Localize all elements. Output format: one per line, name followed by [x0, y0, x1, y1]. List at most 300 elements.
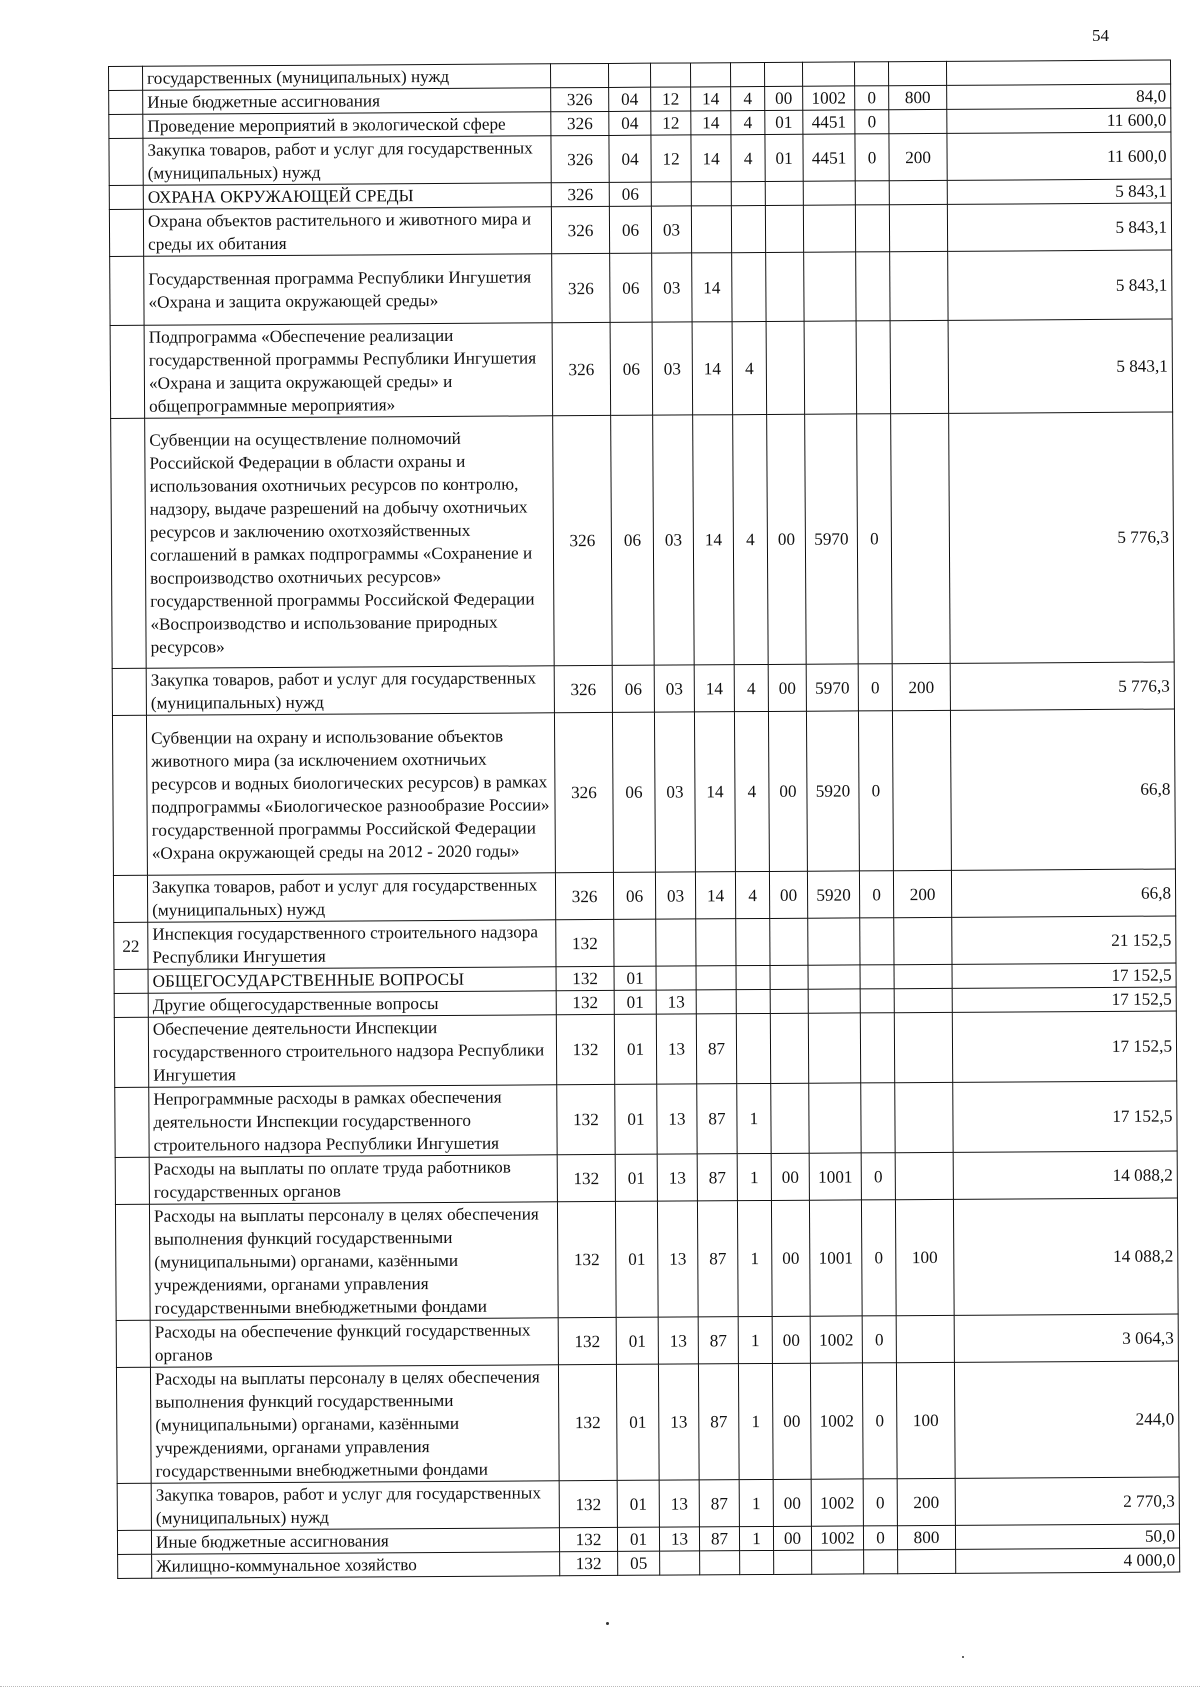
item-name-cell: Иные бюджетные ассигнования — [151, 1528, 559, 1554]
code-cell: 326 — [551, 87, 609, 111]
code-cell — [804, 321, 857, 414]
code-cell — [764, 62, 802, 86]
item-name-cell: Охрана объектов растительного и животного мира и среды их обитания — [143, 207, 551, 256]
code-cell — [898, 1549, 956, 1573]
amount-cell: 66,8 — [950, 709, 1175, 870]
code-cell: 00 — [765, 86, 803, 110]
code-cell: 326 — [552, 253, 610, 322]
table-row — [112, 709, 1175, 875]
code-cell: 132 — [557, 1084, 615, 1154]
code-cell: 06 — [610, 253, 652, 322]
code-cell — [808, 918, 860, 965]
item-name-cell: Непрограммные расходы в рамках обеспечения деятельности Инспекции государственного строительного надзора Республики Ингушетия — [149, 1085, 557, 1157]
item-name-cell: Подпрограмма «Обеспечение реализации государственной программы Республики Ингушетия «Охрана и защита окружающей среды» и общепрограммные мероприятия» — [144, 323, 553, 418]
item-name-cell: Расходы на выплаты персоналу в целях обеспечения выполнения функций государственными (муниципальными) органами, казёнными учреждениями, органами управления государственными внебюджетными фондами — [150, 1365, 559, 1483]
code-cell: 5970 — [806, 664, 858, 711]
code-cell: 0 — [861, 1200, 896, 1316]
row-number-cell — [115, 1204, 150, 1320]
item-name-cell: ОБЩЕГОСУДАРСТВЕННЫЕ ВОПРОСЫ — [148, 967, 556, 993]
code-cell: 01 — [616, 1364, 659, 1480]
code-cell — [740, 1550, 774, 1574]
amount-cell: 17 152,5 — [953, 1081, 1177, 1152]
code-cell — [892, 710, 951, 870]
code-cell — [854, 62, 888, 86]
code-cell: 87 — [699, 1480, 739, 1527]
code-cell: 03 — [654, 665, 694, 712]
code-cell — [891, 413, 951, 663]
code-cell: 04 — [609, 111, 651, 135]
code-cell — [651, 182, 691, 206]
code-cell — [856, 252, 890, 321]
item-name-cell: Жилищно-коммунальное хозяйство — [152, 1552, 560, 1578]
code-cell: 03 — [653, 415, 695, 665]
code-cell — [765, 181, 803, 205]
row-number-cell — [111, 418, 147, 668]
row-number-cell — [109, 138, 143, 185]
code-cell — [736, 965, 770, 989]
code-cell: 01 — [614, 990, 656, 1014]
code-cell — [860, 1013, 894, 1083]
row-number-cell — [116, 1367, 151, 1483]
code-cell: 00 — [773, 1526, 811, 1550]
code-cell — [608, 63, 650, 87]
code-cell: 1 — [738, 1363, 773, 1479]
code-cell: 01 — [614, 966, 656, 990]
row-number-cell — [110, 325, 145, 418]
code-cell — [894, 1012, 952, 1082]
amount-cell: 5 776,3 — [949, 412, 1175, 663]
code-cell: 132 — [556, 1014, 614, 1084]
code-cell: 326 — [555, 872, 613, 919]
row-number-cell — [115, 1157, 149, 1204]
code-cell: 00 — [768, 664, 806, 711]
row-number-cell — [109, 209, 143, 256]
code-cell: 1001 — [809, 1200, 862, 1316]
code-cell: 0 — [858, 711, 893, 871]
code-cell: 03 — [652, 253, 692, 322]
row-number-cell — [110, 256, 144, 325]
code-cell: 132 — [556, 990, 614, 1014]
row-number-cell — [114, 993, 148, 1017]
item-name-cell: Обеспечение деятельности Инспекции государственного строительного надзора Республики Ингушетия — [148, 1015, 556, 1087]
code-cell: 87 — [698, 1364, 739, 1480]
code-cell: 0 — [861, 1153, 895, 1200]
table-row — [111, 412, 1175, 668]
row-number-cell — [117, 1530, 151, 1554]
item-name-cell: Закупка товаров, работ и услуг для государственных (муниципальных) нужд — [147, 873, 555, 922]
table-row — [115, 1081, 1177, 1157]
table-row — [110, 319, 1173, 418]
code-cell: 06 — [609, 206, 651, 253]
code-cell — [691, 182, 731, 206]
amount-cell — [946, 60, 1170, 85]
code-cell: 14 — [691, 111, 731, 135]
code-cell: 0 — [862, 1316, 896, 1363]
code-cell — [894, 964, 952, 988]
item-name-cell: Расходы на выплаты персоналу в целях обеспечения выполнения функций государственными (муниципальными) органами, казёнными учреждениями, органами управления государственными внебюджетными фондами — [149, 1202, 558, 1320]
item-name-cell: ОХРАНА ОКРУЖАЮЩЕЙ СРЕДЫ — [143, 183, 551, 209]
row-number-cell — [109, 90, 143, 114]
code-cell — [888, 61, 946, 85]
code-cell: 132 — [559, 1480, 617, 1527]
code-cell — [860, 965, 894, 989]
code-cell: 0 — [858, 664, 892, 711]
code-cell: 01 — [614, 1014, 656, 1084]
code-cell — [864, 1550, 898, 1574]
code-cell — [696, 919, 736, 966]
code-cell: 1 — [739, 1479, 773, 1526]
row-number-cell — [109, 185, 143, 209]
budget-table — [108, 60, 1180, 1579]
code-cell: 326 — [551, 206, 609, 253]
code-cell — [696, 990, 736, 1014]
code-cell: 326 — [554, 665, 612, 712]
code-cell — [802, 62, 854, 86]
code-cell: 01 — [616, 1317, 658, 1364]
code-cell: 12 — [651, 135, 691, 182]
code-cell: 132 — [556, 966, 614, 990]
item-name-cell: Инспекция государственного строительного надзора Республики Ингушетия — [148, 920, 556, 969]
code-cell: 13 — [658, 1317, 698, 1364]
code-cell: 13 — [657, 1201, 698, 1317]
code-cell: 4451 — [803, 134, 855, 181]
amount-cell: 244,0 — [954, 1361, 1179, 1478]
code-cell: 0 — [863, 1479, 897, 1526]
amount-cell: 5 776,3 — [950, 662, 1174, 710]
code-cell: 800 — [889, 85, 947, 109]
code-cell: 5970 — [805, 414, 859, 664]
code-cell: 14 — [694, 712, 735, 872]
code-cell — [895, 1082, 953, 1152]
code-cell — [656, 966, 696, 990]
code-cell: 1001 — [809, 1153, 861, 1200]
scan-speck — [606, 1622, 609, 1625]
code-cell: 04 — [609, 87, 651, 111]
code-cell — [896, 1315, 954, 1362]
table-row — [116, 1314, 1178, 1367]
row-number-cell — [115, 1087, 149, 1157]
code-cell: 03 — [652, 322, 693, 415]
amount-cell: 14 088,2 — [953, 1151, 1177, 1199]
row-number-cell — [114, 969, 148, 993]
amount-cell: 17 152,5 — [952, 987, 1176, 1012]
code-cell: 14 — [691, 135, 731, 182]
code-cell — [809, 1083, 861, 1153]
code-cell: 0 — [857, 414, 893, 664]
amount-cell: 11 600,0 — [947, 132, 1171, 180]
code-cell: 200 — [897, 1478, 955, 1525]
code-cell: 4 — [731, 110, 765, 134]
item-name-cell: Проведение мероприятий в экологической сфере — [143, 112, 551, 138]
amount-cell: 4 000,0 — [956, 1548, 1180, 1573]
code-cell: 4 — [731, 86, 765, 110]
code-cell — [731, 205, 765, 252]
code-cell: 200 — [893, 870, 951, 917]
amount-cell: 17 152,5 — [952, 963, 1176, 988]
code-cell: 100 — [896, 1362, 955, 1478]
code-cell: 87 — [696, 1014, 736, 1084]
code-cell — [774, 1550, 812, 1574]
code-cell: 132 — [557, 1201, 616, 1317]
code-cell — [803, 205, 855, 252]
code-cell: 00 — [767, 414, 807, 664]
code-cell: 1002 — [810, 1363, 863, 1479]
code-cell: 326 — [551, 182, 609, 206]
code-cell — [889, 204, 947, 251]
code-cell: 13 — [658, 1364, 699, 1480]
item-name-cell: Субвенции на охрану и использование объектов животного мира (за исключением охотничьих ресурсов и водных биологических ресурсов) в рамках подпрограммы «Биологическое разнообразие России» государственной программы Российской Федерации «Охрана окружающей среды на 2012 - 2020 годы» — [146, 713, 555, 875]
amount-cell: 84,0 — [947, 84, 1171, 109]
code-cell — [766, 321, 805, 414]
code-cell: 1002 — [811, 1526, 863, 1550]
code-cell: 326 — [551, 111, 609, 135]
row-number-cell — [112, 715, 147, 875]
code-cell — [691, 206, 731, 253]
table-row — [109, 203, 1171, 256]
code-cell: 0 — [863, 1526, 897, 1550]
code-cell: 1 — [737, 1200, 772, 1316]
amount-cell: 66,8 — [951, 869, 1175, 917]
code-cell — [808, 965, 860, 989]
amount-cell: 5 843,1 — [947, 203, 1171, 251]
amount-cell: 5 843,1 — [948, 319, 1173, 413]
amount-cell: 5 843,1 — [948, 250, 1172, 320]
code-cell: 06 — [611, 415, 655, 665]
code-cell: 01 — [615, 1154, 657, 1201]
row-number-cell — [109, 66, 143, 90]
code-cell: 1002 — [811, 1479, 863, 1526]
code-cell: 06 — [612, 712, 655, 872]
code-cell — [736, 918, 770, 965]
code-cell: 03 — [651, 206, 691, 253]
amount-cell: 11 600,0 — [947, 108, 1171, 133]
item-name-cell: Расходы на выплаты по оплате труда работников государственных органов — [149, 1155, 557, 1204]
code-cell: 01 — [615, 1084, 657, 1154]
code-cell — [656, 919, 696, 966]
table-row — [114, 916, 1176, 969]
code-cell: 326 — [552, 322, 611, 415]
code-cell: 4 — [732, 321, 767, 414]
code-cell: 0 — [862, 1363, 897, 1479]
code-cell: 01 — [617, 1527, 659, 1551]
code-cell: 13 — [657, 1154, 697, 1201]
item-name-cell: Расходы на обеспечение функций государственных органов — [150, 1318, 558, 1367]
code-cell: 00 — [772, 1363, 811, 1479]
code-cell: 132 — [557, 1154, 615, 1201]
code-cell — [700, 1551, 740, 1575]
code-cell: 13 — [659, 1480, 699, 1527]
code-cell: 1 — [737, 1083, 771, 1153]
code-cell: 06 — [612, 665, 654, 712]
code-cell: 12 — [651, 87, 691, 111]
code-cell — [736, 1013, 770, 1083]
code-cell: 00 — [769, 871, 807, 918]
code-cell — [766, 252, 804, 321]
code-cell: 800 — [897, 1525, 955, 1549]
code-cell — [855, 181, 889, 205]
code-cell: 87 — [697, 1154, 737, 1201]
code-cell — [660, 1551, 700, 1575]
scan-speck — [962, 1656, 964, 1658]
item-name-cell: Другие общегосударственные вопросы — [148, 991, 556, 1017]
row-number-cell — [116, 1320, 150, 1367]
amount-cell: 3 064,3 — [954, 1314, 1178, 1362]
code-cell — [889, 109, 947, 133]
code-cell: 0 — [855, 86, 889, 110]
amount-cell: 50,0 — [955, 1524, 1179, 1549]
scan-edge-noise — [0, 1686, 1200, 1687]
code-cell: 5920 — [806, 711, 859, 871]
code-cell: 0 — [855, 110, 889, 134]
code-cell: 00 — [773, 1479, 811, 1526]
table-row — [110, 250, 1172, 325]
code-cell: 1 — [739, 1526, 773, 1550]
code-cell: 4 — [734, 711, 769, 871]
code-cell — [808, 1013, 860, 1083]
code-cell: 326 — [554, 712, 613, 872]
item-name-cell: Иные бюджетные ассигнования — [143, 88, 551, 114]
code-cell: 326 — [553, 415, 613, 665]
table-row — [112, 662, 1174, 715]
code-cell: 13 — [657, 1084, 697, 1154]
amount-cell: 17 152,5 — [952, 1011, 1176, 1082]
code-cell — [890, 251, 948, 320]
code-cell: 132 — [556, 919, 614, 966]
code-cell: 14 — [695, 872, 735, 919]
page-number: 54 — [1092, 26, 1109, 45]
table-row — [115, 1198, 1178, 1320]
code-cell: 01 — [765, 110, 803, 134]
row-number-cell: 22 — [114, 922, 148, 969]
code-cell: 01 — [765, 134, 803, 181]
code-cell: 4 — [731, 134, 765, 181]
item-name-cell: государственных (муниципальных) нужд — [143, 64, 551, 90]
item-name-cell: Закупка товаров, работ и услуг для государственных (муниципальных) нужд — [143, 136, 551, 185]
code-cell — [771, 1083, 809, 1153]
code-cell: 06 — [609, 182, 651, 206]
code-cell: 132 — [559, 1527, 617, 1551]
code-cell: 00 — [771, 1153, 809, 1200]
code-cell: 1 — [737, 1153, 771, 1200]
code-cell — [650, 63, 690, 87]
code-cell — [770, 989, 808, 1013]
code-cell: 132 — [558, 1317, 616, 1364]
item-name-cell: Закупка товаров, работ и услуг для государственных (муниципальных) нужд — [146, 666, 554, 715]
code-cell — [894, 988, 952, 1012]
code-cell: 14 — [691, 87, 731, 111]
code-cell — [860, 918, 894, 965]
amount-cell: 5 843,1 — [947, 179, 1171, 204]
code-cell: 132 — [558, 1364, 617, 1480]
table-row — [116, 1361, 1179, 1483]
code-cell — [860, 989, 894, 1013]
table-row — [115, 1151, 1177, 1204]
code-cell — [730, 62, 764, 86]
code-cell: 132 — [560, 1551, 618, 1575]
code-cell: 4 — [735, 871, 769, 918]
code-cell: 1002 — [810, 1316, 862, 1363]
row-number-cell — [118, 1554, 152, 1578]
budget-table-body — [109, 60, 1180, 1578]
item-name-cell: Закупка товаров, работ и услуг для государственных (муниципальных) нужд — [151, 1481, 559, 1530]
code-cell: 05 — [618, 1551, 660, 1575]
code-cell — [765, 205, 803, 252]
code-cell: 100 — [895, 1199, 954, 1315]
code-cell — [895, 1152, 953, 1199]
code-cell: 01 — [617, 1480, 659, 1527]
code-cell: 00 — [772, 1316, 810, 1363]
code-cell: 13 — [656, 990, 696, 1014]
code-cell: 14 — [692, 322, 733, 415]
code-cell: 1002 — [803, 86, 855, 110]
code-cell: 87 — [697, 1201, 738, 1317]
amount-cell: 14 088,2 — [953, 1198, 1178, 1315]
item-name-cell: Субвенции на осуществление полномочий Российской Федерации в области охраны и использования охотничьих ресурсов по контролю, надзору, выдаче разрешений на добычу охотничьих ресурсов и заключению охотхозяйственных соглашений в рамках подпрограммы «Сохранение и воспроизводство охотничьих ресурсов» государственной программы Российской Федерации «Воспроизводство и использование природных ресурсов» — [145, 416, 555, 668]
code-cell: 87 — [697, 1084, 737, 1154]
code-cell: 4 — [733, 414, 769, 664]
code-cell — [770, 965, 808, 989]
code-cell: 200 — [892, 663, 950, 710]
code-cell — [889, 180, 947, 204]
code-cell — [731, 181, 765, 205]
table-row — [109, 132, 1171, 185]
code-cell: 200 — [889, 133, 947, 180]
code-cell: 0 — [859, 871, 893, 918]
code-cell: 03 — [654, 712, 695, 872]
code-cell — [804, 252, 856, 321]
code-cell — [855, 205, 889, 252]
code-cell — [803, 181, 855, 205]
code-cell: 00 — [771, 1200, 810, 1316]
item-name-cell: Государственная программа Республики Ингушетия «Охрана и защита окружающей среды» — [144, 254, 552, 325]
code-cell — [770, 918, 808, 965]
code-cell: 00 — [768, 711, 807, 871]
code-cell — [812, 1550, 864, 1574]
code-cell: 13 — [656, 1014, 696, 1084]
code-cell — [736, 989, 770, 1013]
code-cell: 4 — [734, 664, 768, 711]
code-cell — [550, 63, 608, 87]
code-cell: 4451 — [803, 110, 855, 134]
code-cell: 04 — [609, 135, 651, 182]
code-cell — [614, 919, 656, 966]
amount-cell: 21 152,5 — [952, 916, 1176, 964]
code-cell — [732, 252, 766, 321]
code-cell — [856, 321, 891, 414]
row-number-cell — [114, 1017, 148, 1087]
code-cell: 87 — [698, 1317, 738, 1364]
code-cell: 0 — [855, 134, 889, 181]
code-cell — [890, 320, 949, 413]
code-cell: 12 — [651, 111, 691, 135]
table-row — [114, 1011, 1176, 1087]
code-cell: 03 — [655, 872, 695, 919]
row-number-cell — [113, 875, 147, 922]
row-number-cell — [117, 1483, 151, 1530]
code-cell — [696, 966, 736, 990]
code-cell — [894, 917, 952, 964]
code-cell: 14 — [694, 665, 734, 712]
code-cell: 326 — [551, 135, 609, 182]
code-cell — [770, 1013, 808, 1083]
table-row — [117, 1477, 1179, 1530]
code-cell: 87 — [699, 1527, 739, 1551]
code-cell: 1 — [738, 1316, 772, 1363]
table-row — [113, 869, 1175, 922]
code-cell: 06 — [613, 872, 655, 919]
code-cell: 13 — [659, 1527, 699, 1551]
code-cell — [808, 989, 860, 1013]
